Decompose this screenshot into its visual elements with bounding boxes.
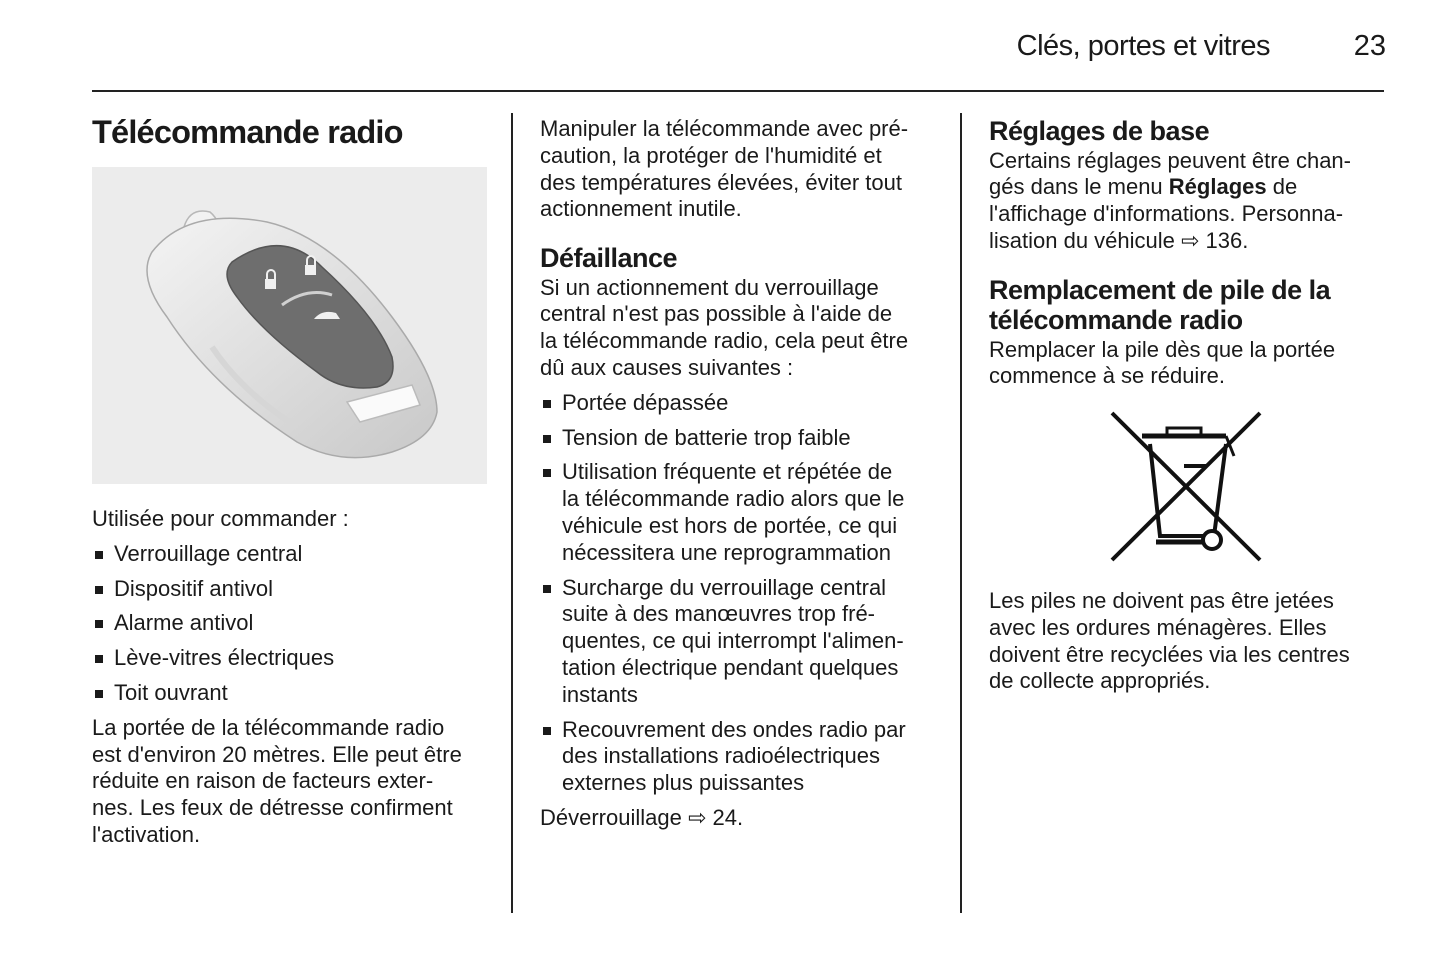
text-line: Tension de batterie trop faible [562,424,851,450]
text-line: des installations radioélectriques [562,743,880,769]
text-line: la télécommande radio, cela peut être [540,328,909,354]
list-item: Toit ouvrant [92,680,492,707]
text-line: l'activation. [92,821,201,847]
list-item [540,459,940,566]
text-line: doivent être recyclées via les centres [989,641,1350,667]
usage-list [92,541,492,707]
list-item: Alarme antivol [92,610,492,637]
text-line: l'affichage d'informations. Personna- [989,201,1344,227]
handling-paragraph [540,116,940,223]
list-item: Dispositif antivol [92,576,492,603]
column-3-text [989,116,1389,390]
text-line: Certains réglages peuvent être chan- [989,147,1351,173]
fault-heading: Défaillance [540,243,678,274]
remote-key-illustration [92,167,487,484]
text-line: la télécommande radio alors que le [562,486,905,512]
text-line: des températures élevées, éviter tout [540,169,902,195]
running-header-title: Clés, portes et vitres [1016,30,1270,62]
basic-settings-paragraph [989,148,1389,255]
list-item: Lève-vitres électriques [92,645,492,672]
text-line: quentes, ce qui interrompt l'alimen- [562,628,904,654]
text-line: est d'environ 20 mètres. Elle peut être [92,741,462,767]
header-divider [92,90,1384,92]
unlock-reference: Déverrouillage ⇨ 24. [540,805,744,831]
text-line: Remplacer la pile dès que la portée [989,336,1336,362]
column-1-text [92,506,492,849]
list-item [540,390,940,417]
text-line: Portée dépassée [562,389,729,415]
list-item [540,717,940,797]
text-line: dû aux causes suivantes : [540,355,794,381]
text-line: de collecte appropriés. [989,668,1211,694]
column-divider-2 [960,113,962,913]
text-line: central n'est pas possible à l'aide de [540,301,893,327]
text-line: Surcharge du verrouillage central [562,574,887,600]
text-line: avec les ordures ménagères. Elles [989,614,1327,640]
text-line: externes plus puissantes [562,770,805,796]
text-line: Remplacement de pile de la [989,274,1331,305]
text-line: réduite en raison de facteurs exter- [92,768,434,794]
text-line: nes. Les feux de détresse confirment [92,795,453,821]
text-line: de [1266,174,1298,200]
text-line: commence à se réduire. [989,363,1225,389]
fault-causes-list [540,390,940,797]
battery-replacement-heading [989,275,1389,336]
text-line: Si un actionnement du verrouillage [540,274,879,300]
remote-key-drawing [92,167,487,484]
list-item [540,575,940,709]
text-line: Les piles ne doivent pas être jetées [989,588,1334,613]
disposal-text [989,588,1389,695]
usage-intro: Utilisée pour commander : [92,506,349,531]
text-line: Recouvrement des ondes radio par [562,716,906,742]
text-line: Utilisation fréquente et répétée de [562,459,893,485]
range-paragraph [92,715,492,849]
basic-settings-heading: Réglages de base [989,116,1210,146]
battery-replacement-paragraph [989,337,1389,391]
column-2-text [540,116,940,832]
list-item: Verrouillage central [92,541,492,568]
text-line: tation électrique pendant quelques [562,655,899,681]
text-line: véhicule est hors de portée, ce qui [562,513,898,539]
text-line: caution, la protéger de l'humidité et [540,142,882,168]
text-line: nécessitera une reprogrammation [562,539,891,565]
text-line: instants [562,681,638,707]
column-divider-1 [511,113,513,913]
text-line: Manipuler la télécommande avec pré- [540,116,909,141]
text-line: La portée de la télécommande radio [92,714,445,740]
settings-menu-name: Réglages [1168,174,1267,200]
list-item [540,425,940,452]
text-line: lisation du véhicule ⇨ 136. [989,227,1249,253]
text-line: suite à des manœuvres trop fré- [562,601,876,627]
crossed-out-bin-icon [1102,408,1270,566]
text-line: actionnement inutile. [540,196,742,222]
section-heading-remote: Télécommande radio [92,114,403,150]
page-number: 23 [1353,30,1386,62]
disposal-paragraph [989,588,1389,695]
text-line: télécommande radio [989,305,1243,336]
text-line: gés dans le menu [989,174,1169,200]
fault-paragraph [540,275,940,382]
